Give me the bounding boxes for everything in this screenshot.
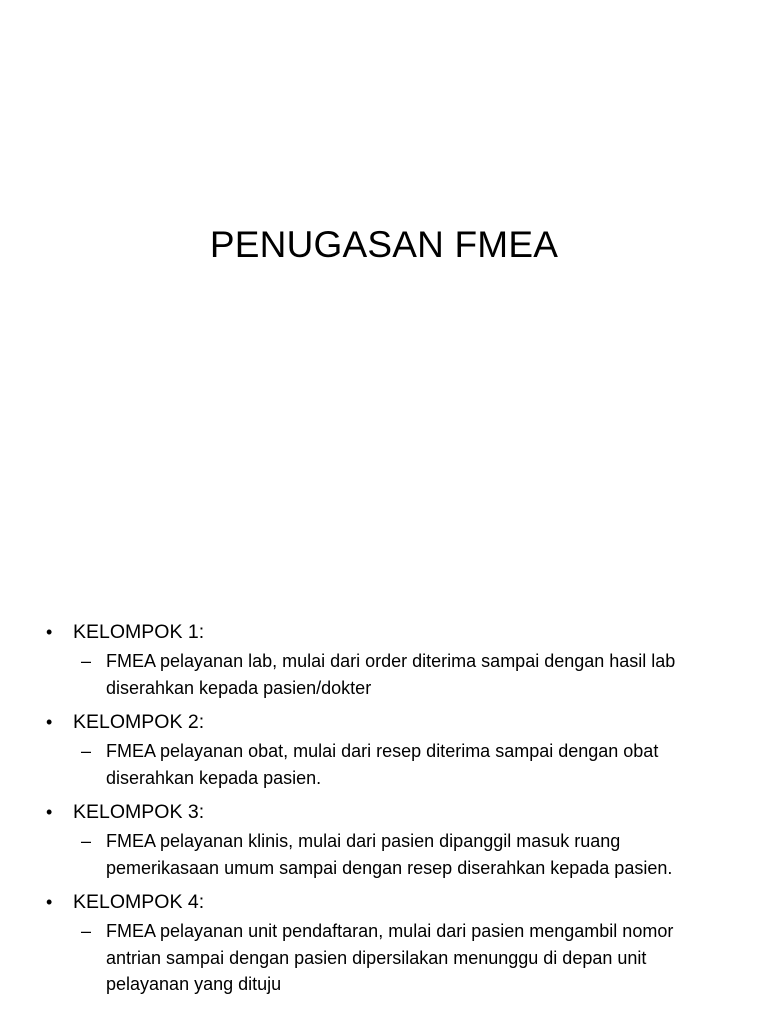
group-2 <box>44 708 734 791</box>
group-task-text: FMEA pelayanan klinis, mulai dari pasien dipanggil masuk ruang pemerikasaan umum sampai dengan resep diserahkan kepada pasien. <box>106 831 673 878</box>
group-task-text: FMEA pelayanan lab, mulai dari order diterima sampai dengan hasil lab diserahkan kepada pasien/dokter <box>106 651 676 698</box>
group-label <box>44 888 734 916</box>
group-task <box>44 918 726 998</box>
group-task <box>44 828 726 881</box>
bullet-list <box>44 618 734 1005</box>
bullet-icon: • <box>46 802 53 822</box>
group-label-text: KELOMPOK 4: <box>73 891 205 913</box>
group-label <box>44 708 734 736</box>
dash-icon: – <box>81 651 92 671</box>
group-task <box>44 738 726 791</box>
group-1 <box>44 618 734 701</box>
slide-title: PENUGASAN FMEA <box>209 224 559 265</box>
bullet-icon: • <box>46 622 53 642</box>
group-task <box>44 648 726 701</box>
group-label-text: KELOMPOK 1: <box>73 621 205 643</box>
bullet-icon: • <box>46 892 53 912</box>
dash-icon: – <box>81 741 92 761</box>
group-label <box>44 618 734 646</box>
group-3 <box>44 798 734 881</box>
group-label-text: KELOMPOK 2: <box>73 711 205 733</box>
group-label <box>44 798 734 826</box>
group-task-text: FMEA pelayanan unit pendaftaran, mulai dari pasien mengambil nomor antrian sampai dengan pasien dipersilakan menunggu di depan unit pelayanan yang dituju <box>106 921 674 994</box>
dash-icon: – <box>81 921 92 941</box>
dash-icon: – <box>81 831 92 851</box>
group-task-text: FMEA pelayanan obat, mulai dari resep diterima sampai dengan obat diserahkan kepada pasien. <box>106 741 659 788</box>
group-4 <box>44 888 734 998</box>
group-label-text: KELOMPOK 3: <box>73 801 205 823</box>
bullet-icon: • <box>46 712 53 732</box>
